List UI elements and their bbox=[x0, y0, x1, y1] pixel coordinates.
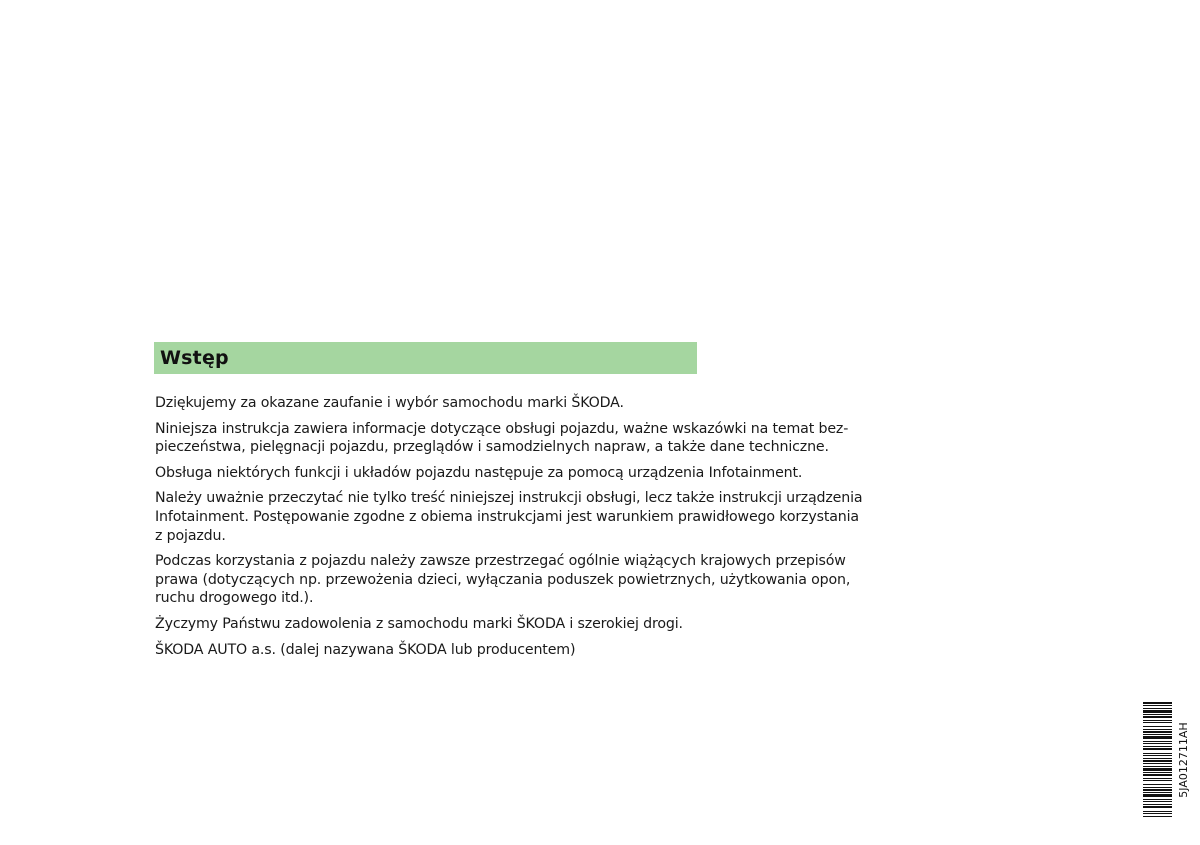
paragraph-line: Podczas korzystania z pojazdu należy zawsze przestrzegać ogólnie wiążących krajowych przepisów bbox=[155, 553, 846, 570]
paragraph-line: Życzymy Państwu zadowolenia z samochodu marki ŠKODA i szerokiej drogi. bbox=[155, 615, 683, 632]
paragraph bbox=[155, 420, 875, 457]
paragraph-line: z pojazdu. bbox=[155, 527, 226, 544]
paragraph-line: Niniejsza instrukcja zawiera informacje dotyczące obsługi pojazdu, ważne wskazówki na temat bez- bbox=[155, 420, 849, 437]
paragraph-line: ŠKODA AUTO a.s. (dalej nazywana ŠKODA lub producentem) bbox=[155, 641, 576, 658]
paragraph-line: Dziękujemy za okazane zaufanie i wybór samochodu marki ŠKODA. bbox=[155, 395, 624, 411]
intro-text bbox=[155, 394, 875, 666]
paragraph bbox=[155, 394, 875, 413]
paragraph bbox=[155, 489, 875, 545]
paragraph-line: Obsługa niektórych funkcji i układów pojazdu następuje za pomocą urządzenia Infotainment. bbox=[155, 464, 803, 481]
section-title: Wstęp bbox=[160, 347, 229, 369]
section-header bbox=[154, 342, 697, 374]
paragraph-line: prawa (dotyczących np. przewożenia dzieci, wyłączania poduszek powietrznych, użytkowania opon, bbox=[155, 571, 851, 588]
paragraph-line: Należy uważnie przeczytać nie tylko treść niniejszej instrukcji obsługi, lecz także instrukcji urządzenia bbox=[155, 490, 863, 507]
paragraph-line: ruchu drogowego itd.). bbox=[155, 590, 314, 607]
paragraph bbox=[155, 552, 875, 608]
paragraph-line: Infotainment. Postępowanie zgodne z obiema instrukcjami jest warunkiem prawidłowego korzystania bbox=[155, 508, 859, 525]
paragraph bbox=[155, 464, 875, 483]
barcode-code: 5JA012711AH bbox=[1177, 722, 1190, 798]
paragraph bbox=[155, 615, 875, 634]
barcode-image bbox=[1143, 702, 1172, 817]
paragraph-line: pieczeństwa, pielęgnacji pojazdu, przeglądów i samodzielnych napraw, a także dane techniczne. bbox=[155, 439, 829, 456]
paragraph bbox=[155, 641, 875, 660]
